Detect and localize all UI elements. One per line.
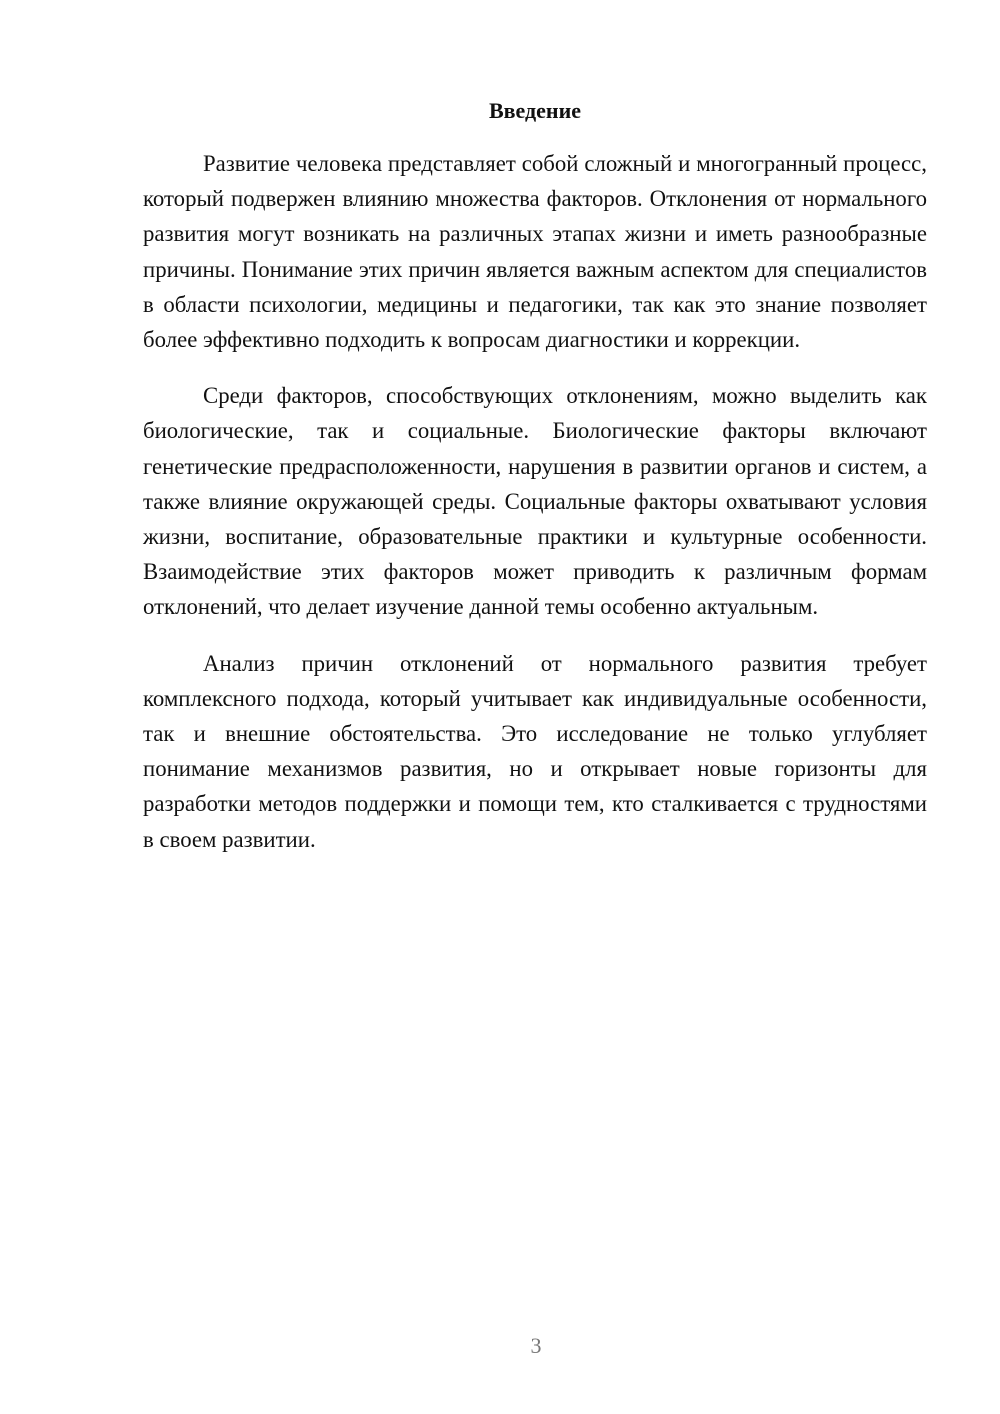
paragraph-3: Анализ причин отклонений от нормального развития требует комплексного подхода, который учитывает как индивидуальные особенности, так и внешние обстоятельства. Это исследование не только углубляет понимание механизмов развития, но и открывает новые горизонты для разработки методов поддержки и помощи тем, кто сталкивается с трудностями в своем развитии. [143, 650, 927, 852]
paragraph-2: Среди факторов, способствующих отклонениям, можно выделить как биологические, так и социальные. Биологические факторы включают генетические предрасположенности, нарушения в развитии органов и систем, а также влияние окружающей среды. Социальные факторы охватывают условия жизни, воспитание, образовательные практики и культурные особенности. Взаимодействие этих факторов может приводить к различным формам отклонений, что делает изучение данной темы особенно актуальным. [143, 383, 927, 620]
paragraph-1: Развитие человека представляет собой сложный и многогранный процесс, который подвержен влиянию множества факторов. Отклонения от нормального развития могут возникать на различных этапах жизни и иметь разнообразные причины. Понимание этих причин является важным аспектом для специалистов в области психологии, медицины и педагогики, так как это знание позволяет более эффективно подходить к вопросам диагностики и коррекции. [143, 151, 927, 353]
page-number: 3 [530, 1333, 542, 1358]
section-title: Введение [488, 98, 582, 123]
page-content [143, 97, 927, 857]
